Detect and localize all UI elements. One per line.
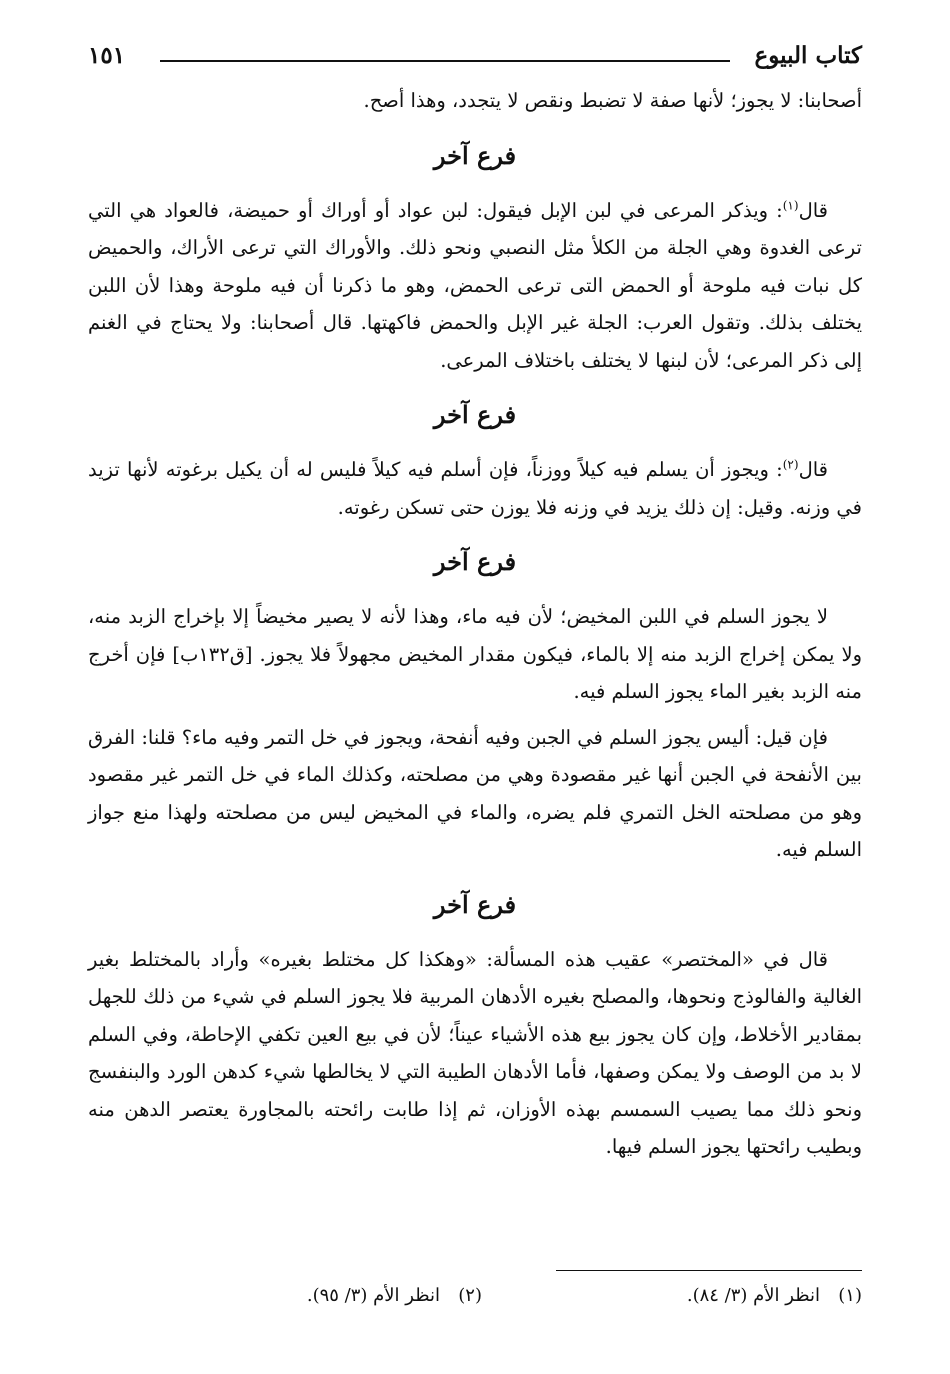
section-heading-2: فرع آخر [433,400,517,429]
footnote-2 [307,1280,482,1312]
section-2-text: : ويجوز أن يسلم فيه كيلاً ووزناً، فإن أسلم فيه كيلاً فليس له أن يكيل برغوته لأنها تزيد في وزنه. وقيل: إن ذلك يزيد في وزنه فلا يوزن حتى تسكن رغوته. [88,458,862,519]
footnote-text: انظر الأم (٣/ ٩٥). [306,1285,440,1306]
footnote-number: (٢) [458,1285,482,1306]
footnote-1 [687,1280,862,1312]
footnote-rule [556,1270,862,1271]
section-4-paragraph: قال في «المختصر» عقيب هذه المسألة: «وهكذا كل مختلط بغيره» وأراد بالمختلط بغير الغالية والفالوذج ونحوها، والمصلح بغيره الأدهان المربية فلا يجوز السلم في شيء من ذلك للجهل بمقادير الأخلاط، وإن كان يجوز بيع هذه الأشياء عيناً؛ لأن في بيع العين تكفي الإحاطة، وفي السلم لا بد من الوصف ولا يمكن وصفها، فأما الأدهان الطيبة التي لا يخالطها شيء كدهن الورد والبنفسج ونحو ذلك مما يصيب السمسم بهذه الأوزان، ثم إذا طابت رائحته بالمجاورة يعتصر الدهن منه وبطيب رائحتها يجوز السلم فيها. [88,947,862,1158]
page-body [88,82,862,1166]
section-1-paragraph [88,192,862,380]
said-word: قال [798,458,828,481]
header-rule [160,60,730,62]
section-heading-4: فرع آخر [433,889,517,919]
footnote-ref-1: (١) [782,198,799,212]
section-heading-3: فرع آخر [433,547,517,576]
section-heading-1: فرع آخر [433,140,517,170]
page-number: ١٥١ [88,42,126,69]
footnote-number: (١) [838,1285,862,1306]
section-1-text: : ويذكر المرعى في لبن الإبل فيقول: لبن عواد أو أوراك أو حميضة، فالعواد هي التي ترعى الغدوة وهي الجلة من الكلأ مثل النصبي ونحو ذلك. والأوراك التي ترعى الأراك، والحميض كل نبات فيه ملوحة أو الحمض التى ترعى الحمض، وهو ما ذكرنا أن فيه ملوحة وهذا لأن اللبن يختلف بذلك. وتقول العرب: الجلة غير الإبل والحمض فاكهتها. قال أصحابنا: ولا يحتاج في الغنم إلى ذكر المرعى؛ لأن لبنها لا يختلف باختلاف المرعى. [88,198,862,372]
section-3-paragraph-1: لا يجوز السلم في اللبن المخيض؛ لأن فيه ماء، وهذا لأنه لا يصير مخيضاً إلا بإخراج الزبد منه، ولا يمكن إخراج الزبد منه إلا بالماء، فيكون مقدار المخيض مجهولاً فلا يجوز. [ق١٣٢ب] فإن أخرج منه الزبد بغير الماء يجوز السلم فيه. [88,605,862,703]
footnotes [88,1280,862,1320]
section-2-paragraph [88,451,862,526]
page-header [88,38,862,74]
footnote-ref-2: (٢) [782,457,799,472]
section-3-paragraph-2: فإن قيل: أليس يجوز السلم في الجبن وفيه أنفحة، ويجوز في خل التمر وفيه ماء؟ قلنا: الفرق بين الأنفحة في الجبن أنها غير مقصودة وهي من مصلحته، وكذلك الماء في خل التمر غير مقصود وهو من مصلحته الخل التمري فلم يضره، والماء في المخيض ليس من مصلحته ولهذا منع جواز السلم فيه. [88,725,862,861]
said-word: قال [798,198,828,222]
paragraph-continued: أصحابنا: لا يجوز؛ لأنها صفة لا تضبط ونقص لا يتجدد، وهذا أصح. [363,89,862,112]
footnote-text: انظر الأم (٣/ ٨٤). [686,1285,820,1306]
running-title: كتاب البيوع [754,42,862,69]
